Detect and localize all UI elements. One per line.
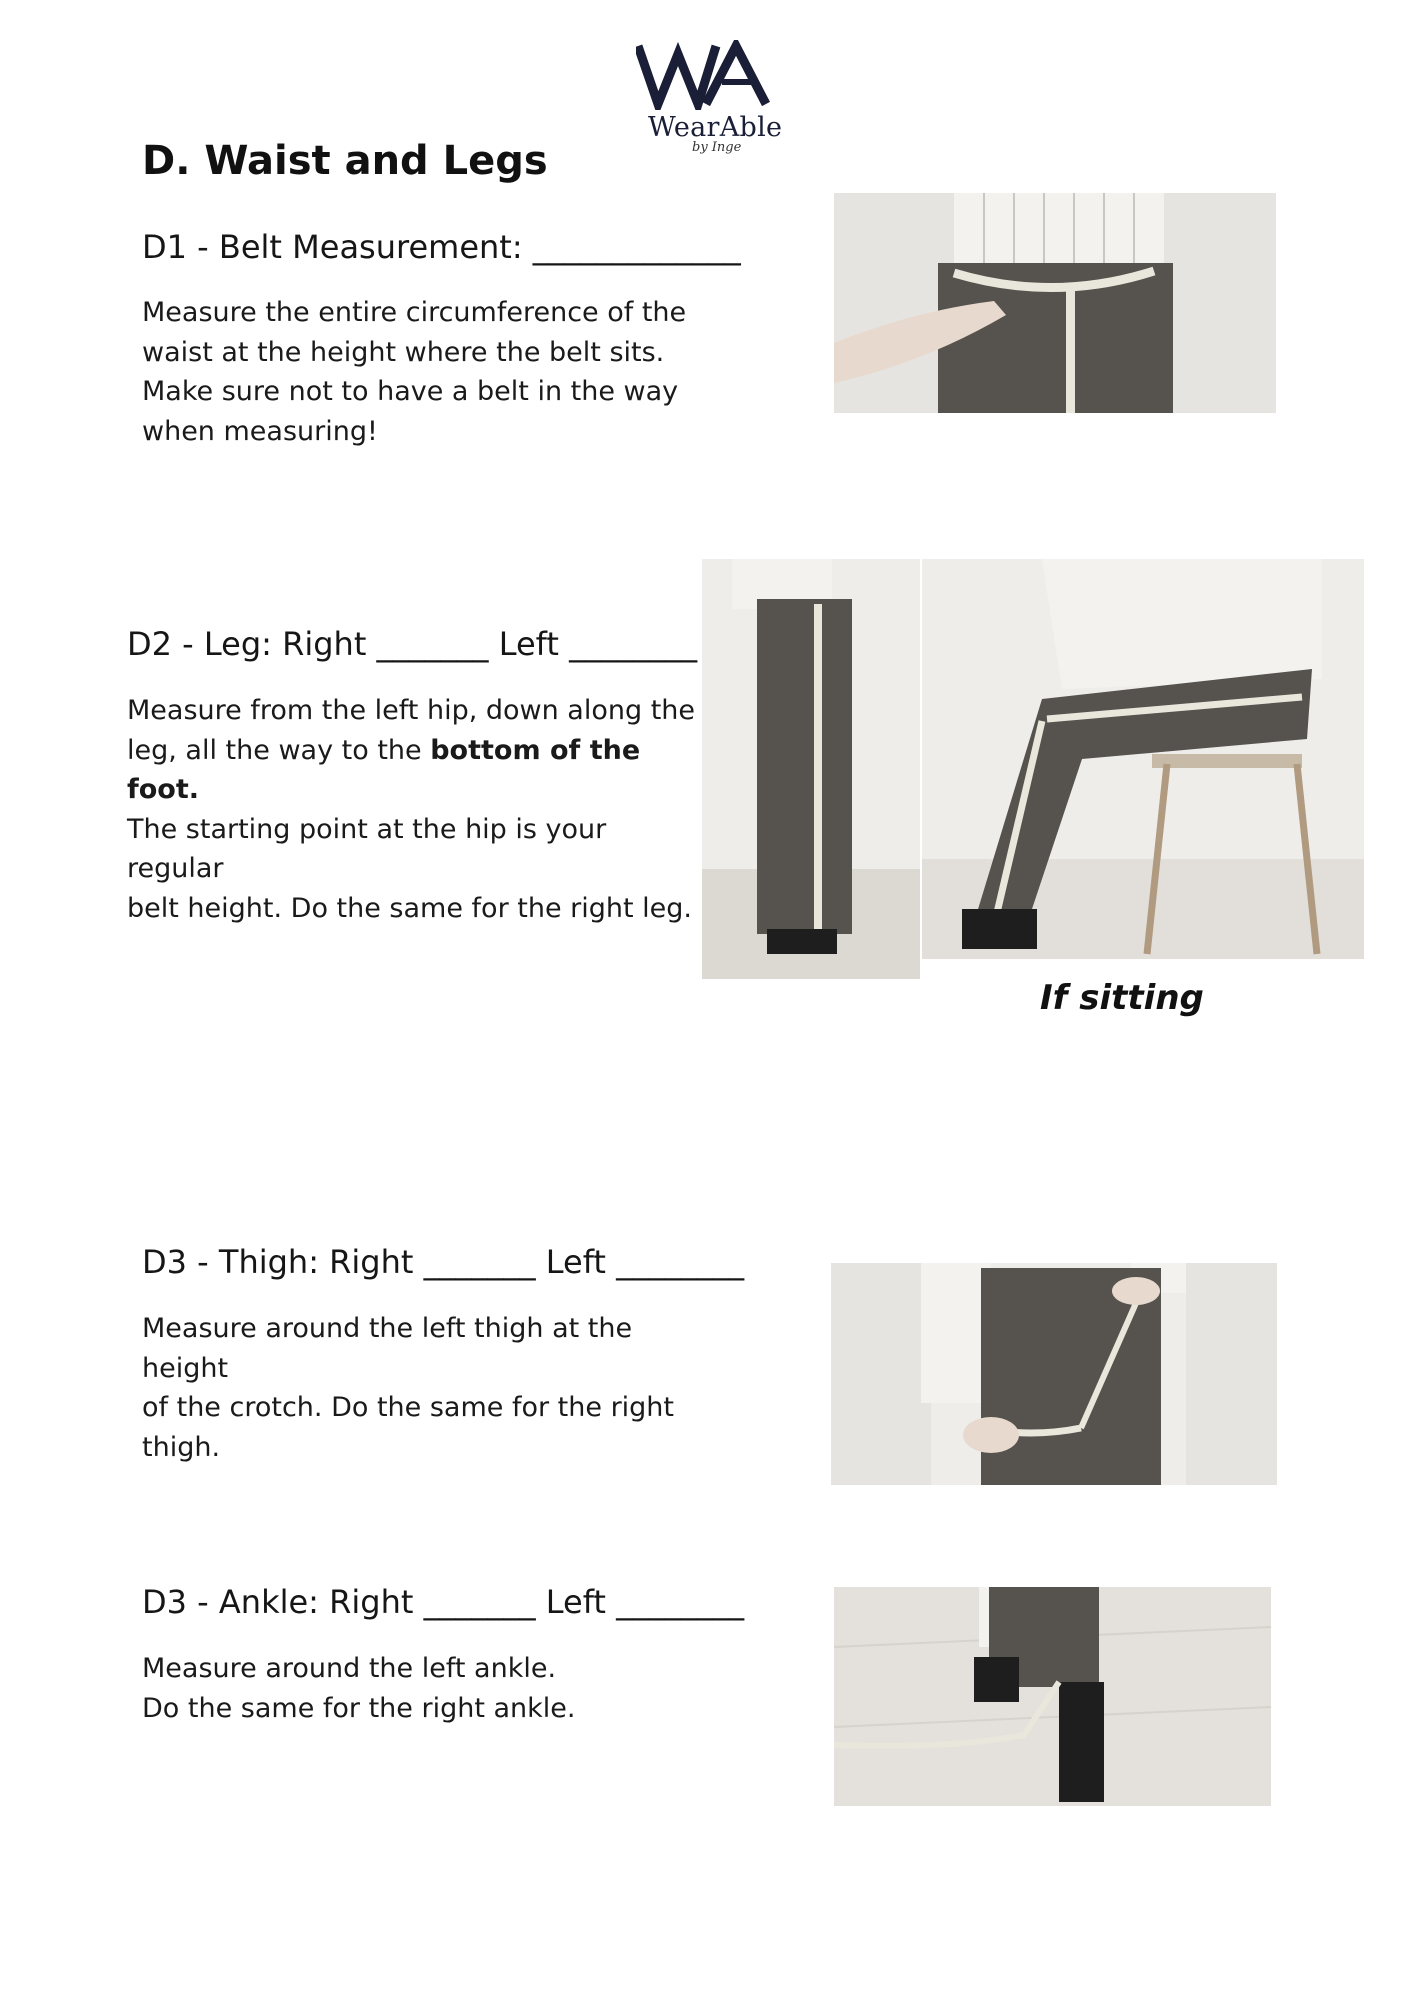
instruction-emphasis: bottom of the foot. (127, 734, 641, 805)
thigh-photo-illustration (831, 1263, 1277, 1485)
instruction-line: Do the same for the right ankle. (142, 1692, 576, 1724)
instruction-line (127, 731, 707, 810)
brand-logo (620, 40, 790, 160)
instruction-line: Measure the entire circumference of the (142, 297, 687, 328)
wa-monogram-icon (636, 40, 786, 110)
thigh-measurement-instructions (142, 1309, 722, 1467)
standing-photo-illustration (702, 559, 920, 979)
instruction-line: Measure around the left ankle. (142, 1653, 557, 1684)
instruction-line: Make sure not to have a belt in the way (142, 376, 679, 407)
instruction-line: Measure from the left hip, down along the (127, 695, 696, 726)
waist-measuring-photo (834, 193, 1276, 413)
thigh-measuring-photo (831, 1263, 1277, 1485)
standing-leg-measuring-photo (702, 559, 920, 979)
instruction-line: thigh. (142, 1431, 221, 1463)
brand-wordmark: WearAble (648, 112, 783, 143)
instruction-line: waist at the height where the belt sits. (142, 336, 665, 368)
ankle-measurement-instructions (142, 1649, 722, 1728)
sitting-caption: If sitting (1040, 978, 1204, 1018)
brand-signature: by Inge (692, 140, 742, 155)
leg-measurement-instructions (127, 691, 707, 928)
instruction-line: when measuring! (142, 415, 378, 447)
sitting-photo-illustration (922, 559, 1364, 959)
instruction-line: of the crotch. Do the same for the right (142, 1392, 675, 1423)
ankle-measuring-photo (834, 1587, 1271, 1806)
instruction-line: The starting point at the hip is your regular (127, 813, 607, 884)
instruction-line: Measure around the left thigh at the height (142, 1313, 633, 1384)
ankle-measurement-heading: D3 - Ankle: Right _______ Left ________ (142, 1583, 745, 1621)
sitting-leg-measuring-photo (922, 559, 1364, 959)
ankle-photo-illustration (834, 1587, 1271, 1806)
leg-measurement-heading: D2 - Leg: Right _______ Left ________ (127, 625, 698, 663)
waist-photo-illustration (834, 193, 1276, 413)
thigh-measurement-heading: D3 - Thigh: Right _______ Left ________ (142, 1243, 745, 1281)
belt-measurement-instructions (142, 293, 702, 451)
belt-measurement-heading: D1 - Belt Measurement: _____________ (142, 228, 741, 266)
instruction-line: belt height. Do the same for the right leg. (127, 892, 692, 924)
page-title: D. Waist and Legs (142, 138, 548, 184)
instruction-text: leg, all the way to the (127, 734, 431, 766)
